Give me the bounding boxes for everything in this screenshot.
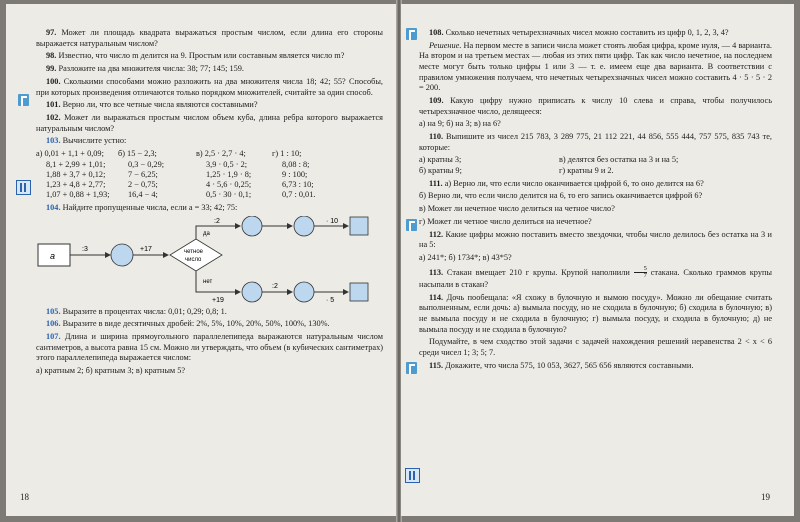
op-label: :2 — [214, 217, 220, 225]
exercise-99: 99. Разложите на два множителя числа: 38; 77; 145; 159. — [46, 64, 244, 74]
decision-label: число — [185, 256, 202, 263]
right-column — [419, 28, 772, 373]
flow-diagram — [36, 216, 382, 304]
grid-cell: 1,88 + 3,7 + 0,12; — [46, 169, 106, 179]
oral-exercise-icon — [16, 180, 31, 195]
grid-cell: 16,4 − 4; — [128, 190, 158, 200]
option-text: а) кратны 3; — [419, 155, 462, 165]
grid-cell: 1,23 + 4,8 + 2,77; — [46, 180, 106, 190]
note-marker-icon — [406, 362, 417, 374]
grid-cell: 6,73 : 10; — [282, 180, 314, 190]
note-marker-icon — [18, 94, 29, 106]
no-label: нет — [203, 278, 213, 285]
grid-cell: 7 − 6,25; — [128, 169, 158, 179]
input-label: a — [50, 250, 56, 261]
exercise-100: 100. Сколькими способами можно разложить на два множителя числа 18; 42; 55? Способы, при которых произведения отличаются только порядком множителей, считайте за один способ. — [36, 76, 383, 97]
oral-exercise-icon — [405, 468, 420, 483]
fraction: $\frac{5}{7}$ — [634, 266, 647, 280]
yes-label: да — [203, 230, 210, 237]
grid-cell: г) 1 : 10; — [272, 149, 302, 159]
grid-cell: 0,3 − 0,29; — [128, 159, 165, 169]
exercise-112: 112. Какие цифры можно поставить вместо звездочки, чтобы число делилось без остатка на 3 и на 5: — [419, 229, 772, 250]
exercise-108: 108. Сколько нечетных четырехзначных чисел можно составить из цифр 0, 1, 2, 3, 4? — [429, 28, 729, 37]
exercise-98: 98. Известно, что число m делится на 9. Простым или составным является число m? — [46, 51, 345, 61]
exercise-111-b: б) Верно ли, что если число делится на 6, то его запись оканчивается цифрой 6? — [419, 191, 703, 201]
exercise-102: 102. Может ли выражаться простым числом объем куба, длина ребра которого выражается натуральным числом? — [36, 113, 384, 133]
decision-diamond — [170, 239, 222, 271]
exercise-115: 115. Докажите, что числа 575, 10 053, 3627, 565 656 являются составными. — [429, 360, 694, 370]
node-circle — [294, 282, 314, 302]
grid-cell: 2 − 0,75; — [128, 180, 158, 190]
grid-cell: 9 : 100; — [282, 169, 308, 179]
exercise-112-options: а) 241*; б) 1734*; в) 43*5? — [419, 253, 512, 263]
exercise-114: 114. Дочь пообещала: «Я схожу в булочную и вымою посуду». Можно ли обещание считать выполненным, если дочь: а) вымыла посуду, но не сходила в булочную; б) сходила в булочную; в) не вымыла посуду и не сходила в булочную; г) вымыла посуду, и сходила в булочную; д) не вымыла посуду и не сходила в булочную? — [419, 292, 772, 334]
node-circle — [111, 244, 133, 266]
exercise-110-options — [419, 155, 772, 176]
exercise-111: 111. а) Верно ли, что если число оканчивается цифрой 6, то оно делится на 6? — [429, 178, 704, 188]
page-number-right: 19 — [761, 492, 770, 502]
left-column — [36, 28, 383, 379]
op-label: +19 — [212, 296, 224, 304]
exercise-101: 101. Верно ли, что все четные числа являются составными? — [46, 100, 258, 110]
output-box — [350, 283, 368, 301]
node-circle — [242, 216, 262, 236]
exercise-113: 113. Стакан вмещает 210 г крупы. Крупой наполнили $\frac{5}{7}$ стакана. Сколько граммов крупы насыпали в стакан? — [419, 264, 772, 289]
decision-label: четное — [184, 248, 203, 255]
option-text: б) кратны 9; — [419, 166, 462, 176]
page-left — [6, 4, 397, 516]
exercise-110: 110. Выпишите из чисел 215 783, 3 289 775, 21 112 221, 44 856, 555 444, 757 575, 835 743 те, которые: — [419, 132, 773, 152]
grid-cell: 0,7 : 0,01. — [282, 190, 316, 200]
grid-cell: 1,07 + 0,88 + 1,93; — [46, 190, 110, 200]
exercise-105: 105. Выразите в процентах числа: 0,01; 0,29; 0,8; 1. — [46, 306, 227, 316]
page-right — [401, 4, 794, 516]
output-box — [350, 217, 368, 235]
exercise-97: 97. Может ли площадь квадрата выражаться простым числом, если длина его стороны выражается натуральным числом? — [36, 28, 383, 48]
exercise-111-c: в) Может ли нечетное число делиться на четное число? — [419, 204, 615, 214]
grid-cell: 0,5 · 30 · 0,1; — [206, 190, 252, 200]
op-label: +17 — [140, 245, 152, 253]
note-marker-icon — [406, 219, 417, 231]
node-circle — [242, 282, 262, 302]
grid-cell: 8,08 : 8; — [282, 159, 310, 169]
page-number-left: 18 — [20, 492, 29, 502]
exercise-107-options: а) кратным 2; б) кратным 3; в) кратным 5? — [36, 366, 186, 376]
mental-calc-grid — [36, 149, 383, 200]
op-label: :3 — [82, 245, 88, 253]
grid-cell: 8,1 + 2,99 + 1,01; — [46, 159, 106, 169]
grid-cell: 3,9 · 0,5 · 2; — [206, 159, 248, 169]
op-label: :2 — [272, 282, 278, 290]
exercise-109-options: а) на 9; б) на 3; в) на 6? — [419, 119, 501, 129]
exercise-107: 107. Длина и ширина прямоугольного параллелепипеда выражаются натуральным числом сантиметров, а высота равна 15 см. Можно ли утверждать, что объем (в кубических сантиметрах) этого параллелепипеда выражается числом: — [36, 332, 383, 363]
solution-108: Решение. На первом месте в записи числа может стоять любая цифра, кроме нуля, — 4 варианта. На втором и на третьем местах — любая из этих пяти цифр. Так как число нечетное, на последнем месте могут быть только цифры 1 или 3 — т. е. имеем еще два варианта. В соответствии с правилом умножения получаем, что нечетных четырехзначных чисел можно составить 4 · 5 · 5 · 2 = 200. — [419, 40, 773, 93]
op-label: · 10 — [326, 217, 339, 225]
grid-cell: а) 0,01 + 1,1 + 0,09; — [36, 149, 104, 159]
grid-cell: в) 2,5 · 2,7 · 4; — [196, 149, 246, 159]
exercise-114-note: Подумайте, в чем сходство этой задачи с задачей нахождения решений неравенства 2 < x < 6 среди чисел 1; 3; 5; 7. — [419, 337, 772, 357]
exercise-104: 104. Найдите пропущенные числа, если a = 33; 42; 75: — [46, 202, 238, 212]
node-circle — [294, 216, 314, 236]
option-text: г) кратны 9 и 2. — [559, 166, 614, 176]
grid-cell: б) 15 − 2,3; — [118, 149, 157, 159]
exercise-111-d: г) Может ли четное число делиться на нечетное? — [419, 217, 592, 226]
grid-cell: 4 · 5,6 · 0,25; — [206, 180, 252, 190]
example-marker-icon — [406, 28, 417, 40]
option-text: в) делятся без остатка на 3 и на 5; — [559, 155, 679, 165]
exercise-103: 103. Вычислите устно: — [46, 136, 127, 146]
exercise-109: 109. Какую цифру нужно приписать к числу 10 слева и справа, чтобы получилось четырехзначное число, делящееся: — [419, 95, 773, 116]
op-label: · 5 — [326, 296, 335, 304]
grid-cell: 1,25 · 1,9 · 8; — [206, 169, 252, 179]
exercise-106: 106. Выразите в виде десятичных дробей: 2%, 5%, 10%, 20%, 50%, 100%, 130%. — [46, 319, 330, 329]
